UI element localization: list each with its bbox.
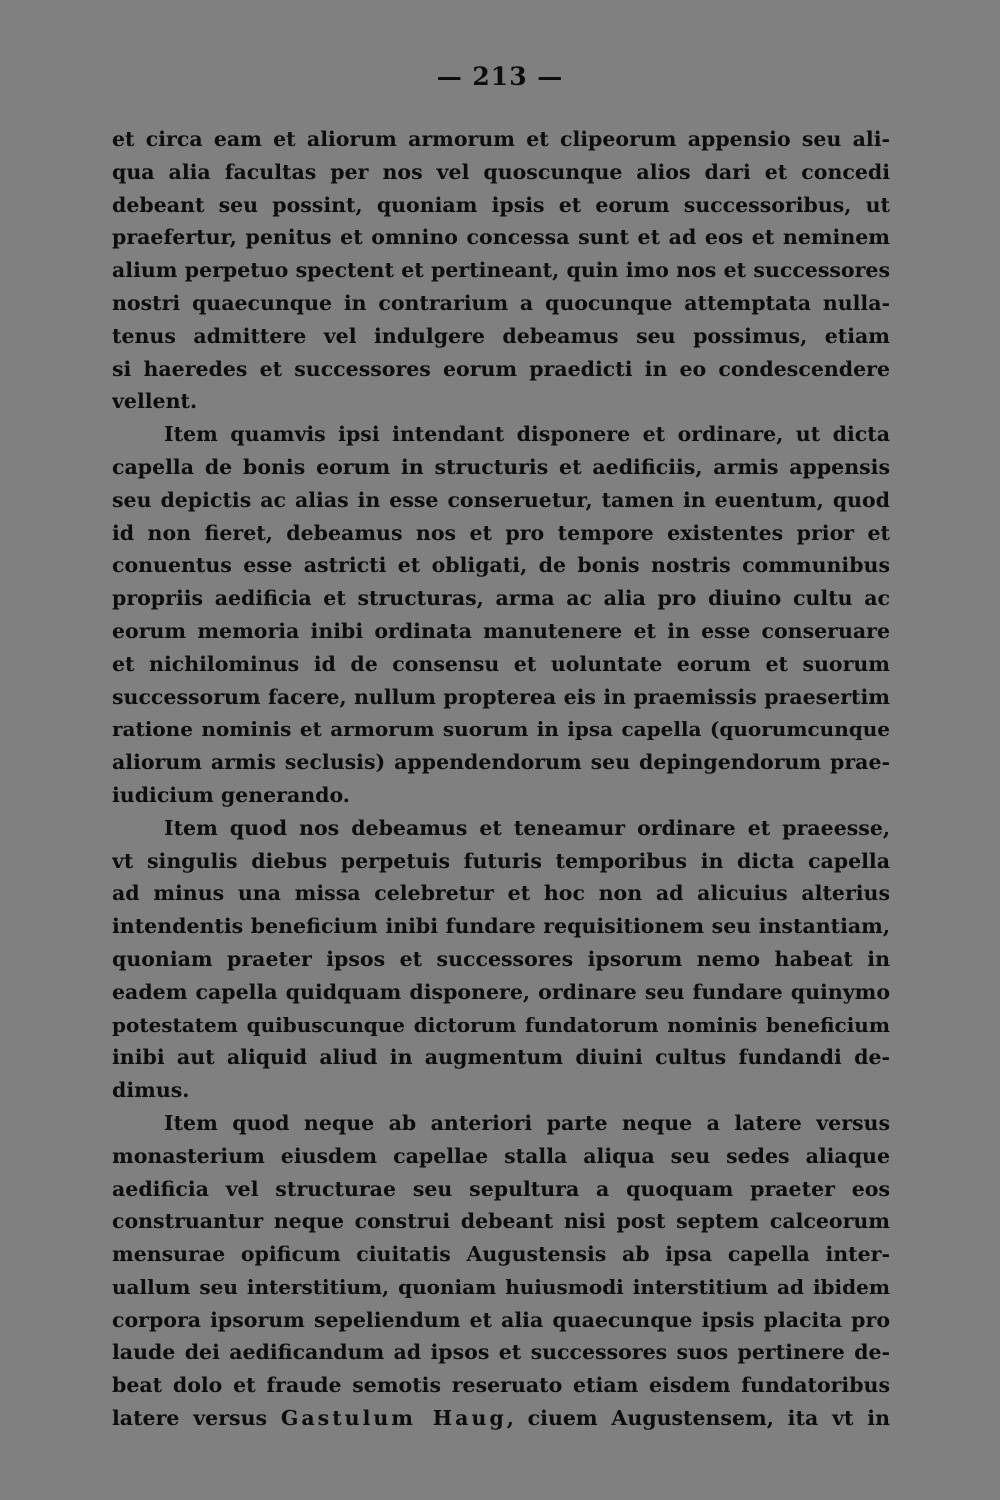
text-line: vellent. — [112, 389, 198, 414]
text-line: construantur neque construi debeant nisi post septem calceorum — [112, 1209, 890, 1234]
text-line: quoniam praeter ipsos et successores ipsorum nemo habeat in — [112, 946, 890, 971]
text-line: potestatem quibuscunque dictorum fundatorum nominis beneficium — [112, 1012, 890, 1037]
text-line: et circa eam et aliorum armorum et clipeorum appensio seu ali- — [112, 127, 890, 151]
text-fragment: latere versus — [112, 1406, 281, 1431]
text-line: si haeredes et successores eorum praedicti in eo condescendere — [112, 356, 890, 381]
paragraph-1 — [112, 123, 890, 418]
body-text — [112, 123, 890, 1435]
text-line: mensurae opificum ciuitatis Augustensis ab ipsa capella inter- — [112, 1242, 890, 1267]
text-line: inibi aut aliquid aliud in augmentum diuini cultus fundandi de- — [112, 1045, 890, 1070]
text-line: monasterium eiusdem capellae stalla aliqua seu sedes aliaque — [112, 1143, 890, 1168]
text-line: qua alia facultas per nos vel quoscunque alios dari et concedi — [112, 159, 890, 184]
text-line: tenus admittere vel indulgere debeamus seu possimus, etiam — [112, 323, 890, 348]
text-line: iudicium generando. — [112, 782, 350, 807]
text-line: dimus. — [112, 1078, 190, 1103]
text-line: capella de bonis eorum in structuris et aedificiis, armis appensis — [112, 454, 890, 479]
text-line: et nichilominus id de consensu et uoluntate eorum et suorum — [112, 651, 890, 676]
text-line: nostri quaecunque in contrarium a quocunque attemptata nulla- — [112, 290, 890, 315]
text-line: ratione nominis et armorum suorum in ipsa capella (quorumcunque — [112, 717, 890, 742]
text-line: praefertur, penitus et omnino concessa sunt et ad eos et neminem — [112, 225, 890, 250]
text-line: propriis aedificia et structuras, arma ac alia pro diuino cultu ac — [112, 586, 890, 611]
text-line: Item quod nos debeamus et teneamur ordinare et praeesse, — [164, 815, 890, 840]
text-line: successorum facere, nullum propterea eis in praemissis praesertim — [112, 684, 890, 709]
text-line: seu depictis ac alias in esse conseruetur, tamen in euentum, quod — [112, 487, 890, 512]
text-line: ad minus una missa celebretur et hoc non ad alicuius alterius — [112, 881, 890, 906]
paragraph-3 — [112, 812, 890, 1107]
text-line: id non fieret, debeamus nos et pro tempore existentes prior et — [112, 520, 890, 545]
text-line: debeant seu possint, quoniam ipsis et eorum successoribus, ut — [112, 192, 890, 217]
text-line: aliorum armis seclusis) appendendorum seu depingendorum prae- — [112, 750, 890, 775]
paragraph-4 — [112, 1107, 890, 1435]
spaced-name: Gastulum Haug — [280, 1406, 507, 1431]
text-line: alium perpetuo spectent et pertineant, quin imo nos et successores — [112, 258, 890, 283]
text-line: vt singulis diebus perpetuis futuris temporibus in dicta capella — [112, 848, 890, 873]
text-line: conuentus esse astricti et obligati, de bonis nostris communibus — [112, 553, 890, 578]
text-line-last — [112, 1402, 890, 1435]
text-line: aedificia vel structurae seu sepultura a quoquam praeter eos — [112, 1176, 890, 1201]
page-number: — 213 — — [436, 62, 564, 91]
text-line: eadem capella quidquam disponere, ordinare seu fundare quinymo — [112, 979, 890, 1004]
text-line: eorum memoria inibi ordinata manutenere et in esse conseruare — [112, 618, 890, 643]
text-line: beat dolo et fraude semotis reseruato etiam eisdem fundatoribus — [112, 1373, 890, 1398]
text-line: uallum seu interstitium, quoniam huiusmodi interstitium ad ibidem — [112, 1274, 890, 1299]
text-line: Item quod neque ab anteriori parte neque a latere versus — [164, 1110, 890, 1135]
text-line: laude dei aedificandum ad ipsos et successores suos pertinere de- — [112, 1340, 890, 1365]
paragraph-2 — [112, 418, 890, 812]
text-line: Item quamvis ipsi intendant disponere et ordinare, ut dicta — [164, 422, 890, 447]
text-line: intendentis beneficium inibi fundare requisitionem seu instantiam, — [112, 914, 890, 939]
text-line: corpora ipsorum sepeliendum et alia quaecunque ipsis placita pro — [112, 1307, 890, 1332]
text-fragment: , ciuem Augustensem, ita vt in — [506, 1406, 890, 1431]
